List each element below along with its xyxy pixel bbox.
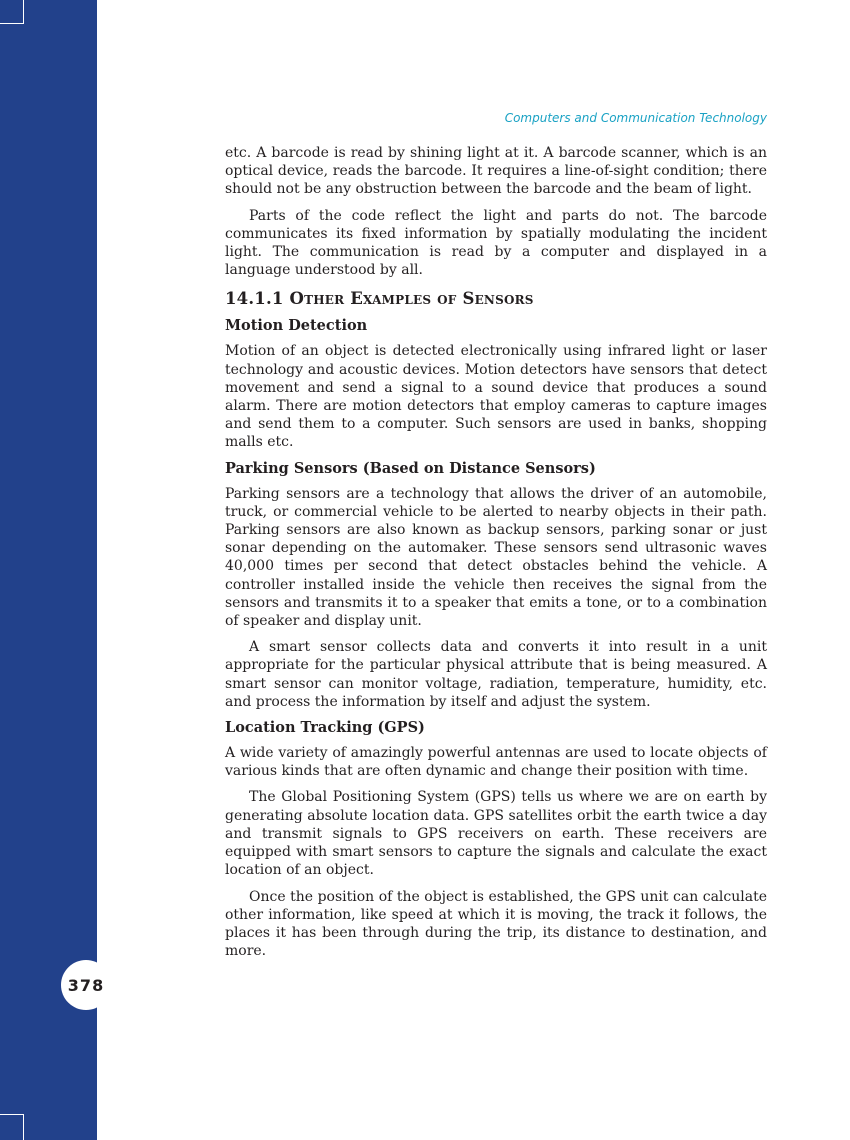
paragraph-parking-sensors: Parking sensors are a technology that allows the driver of an automobile, truck, or commercial vehicle to be alerted to nearby objects in their path. Parking sensors are also known as backup sensors, parking sonar or just sonar depending on the automaker. These sensors send ultrasonic waves 40,000 times per second that detect obstacles behind the vehicle. A controller installed inside the vehicle then receives the signal from the sensors and transmits it to a speaker that emits a tone, or to a combination of speaker and display unit. bbox=[225, 485, 767, 630]
paragraph-barcode-reflect: Parts of the code reflect the light and parts do not. The barcode communicates its fixed information by spatially modulating the incident light. The communication is read by a computer and displayed in a language understood by all. bbox=[225, 207, 767, 279]
section-heading: 14.1.1 Other Examples of Sensors bbox=[225, 289, 534, 309]
subheading-parking-sensors: Parking Sensors (Based on Distance Sensors) bbox=[225, 459, 596, 477]
paragraph-motion-detection: Motion of an object is detected electronically using infrared light or laser technology and acoustic devices. Motion detectors have sensors that detect movement and send a signal to a sound device that produces a sound alarm. There are motion detectors that employ cameras to capture images and send them to a computer. Such sensors are used in banks, shopping malls etc. bbox=[225, 343, 767, 451]
subheading-motion-detection: Motion Detection bbox=[225, 317, 368, 335]
page-body bbox=[225, 144, 767, 968]
page-number: 378 bbox=[61, 960, 111, 1010]
paragraph-gps-system: The Global Positioning System (GPS) tells us where we are on earth by generating absolute location data. GPS satellites orbit the earth twice a day and transmit signals to GPS receivers on earth. These receivers are equipped with smart sensors to capture the signals and calculate the exact location of an object. bbox=[225, 789, 767, 879]
crop-mark-bottom bbox=[0, 1114, 24, 1140]
paragraph-gps-calculation: Once the position of the object is established, the GPS unit can calculate other information, like speed at which it is moving, the track it follows, the places it has been through during the trip, its distance to destination, and more. bbox=[225, 888, 767, 960]
crop-mark-top bbox=[0, 0, 24, 24]
paragraph-smart-sensor: A smart sensor collects data and converts it into result in a unit appropriate for the particular physical attribute that is being measured. A smart sensor can monitor voltage, radiation, temperature, humidity, etc. and process the information by itself and adjust the system. bbox=[225, 639, 767, 710]
paragraph-barcode-intro: etc. A barcode is read by shining light at it. A barcode scanner, which is an optical device, reads the barcode. It requires a line-of-sight condition; there should not be any obstruction between the barcode and the beam of light. bbox=[225, 145, 767, 198]
paragraph-antennas: A wide variety of amazingly powerful antennas are used to locate objects of various kinds that are often dynamic and change their position with time. bbox=[225, 745, 767, 780]
subheading-location-tracking: Location Tracking (GPS) bbox=[225, 719, 425, 737]
running-head: Computers and Communication Technology bbox=[504, 111, 767, 125]
